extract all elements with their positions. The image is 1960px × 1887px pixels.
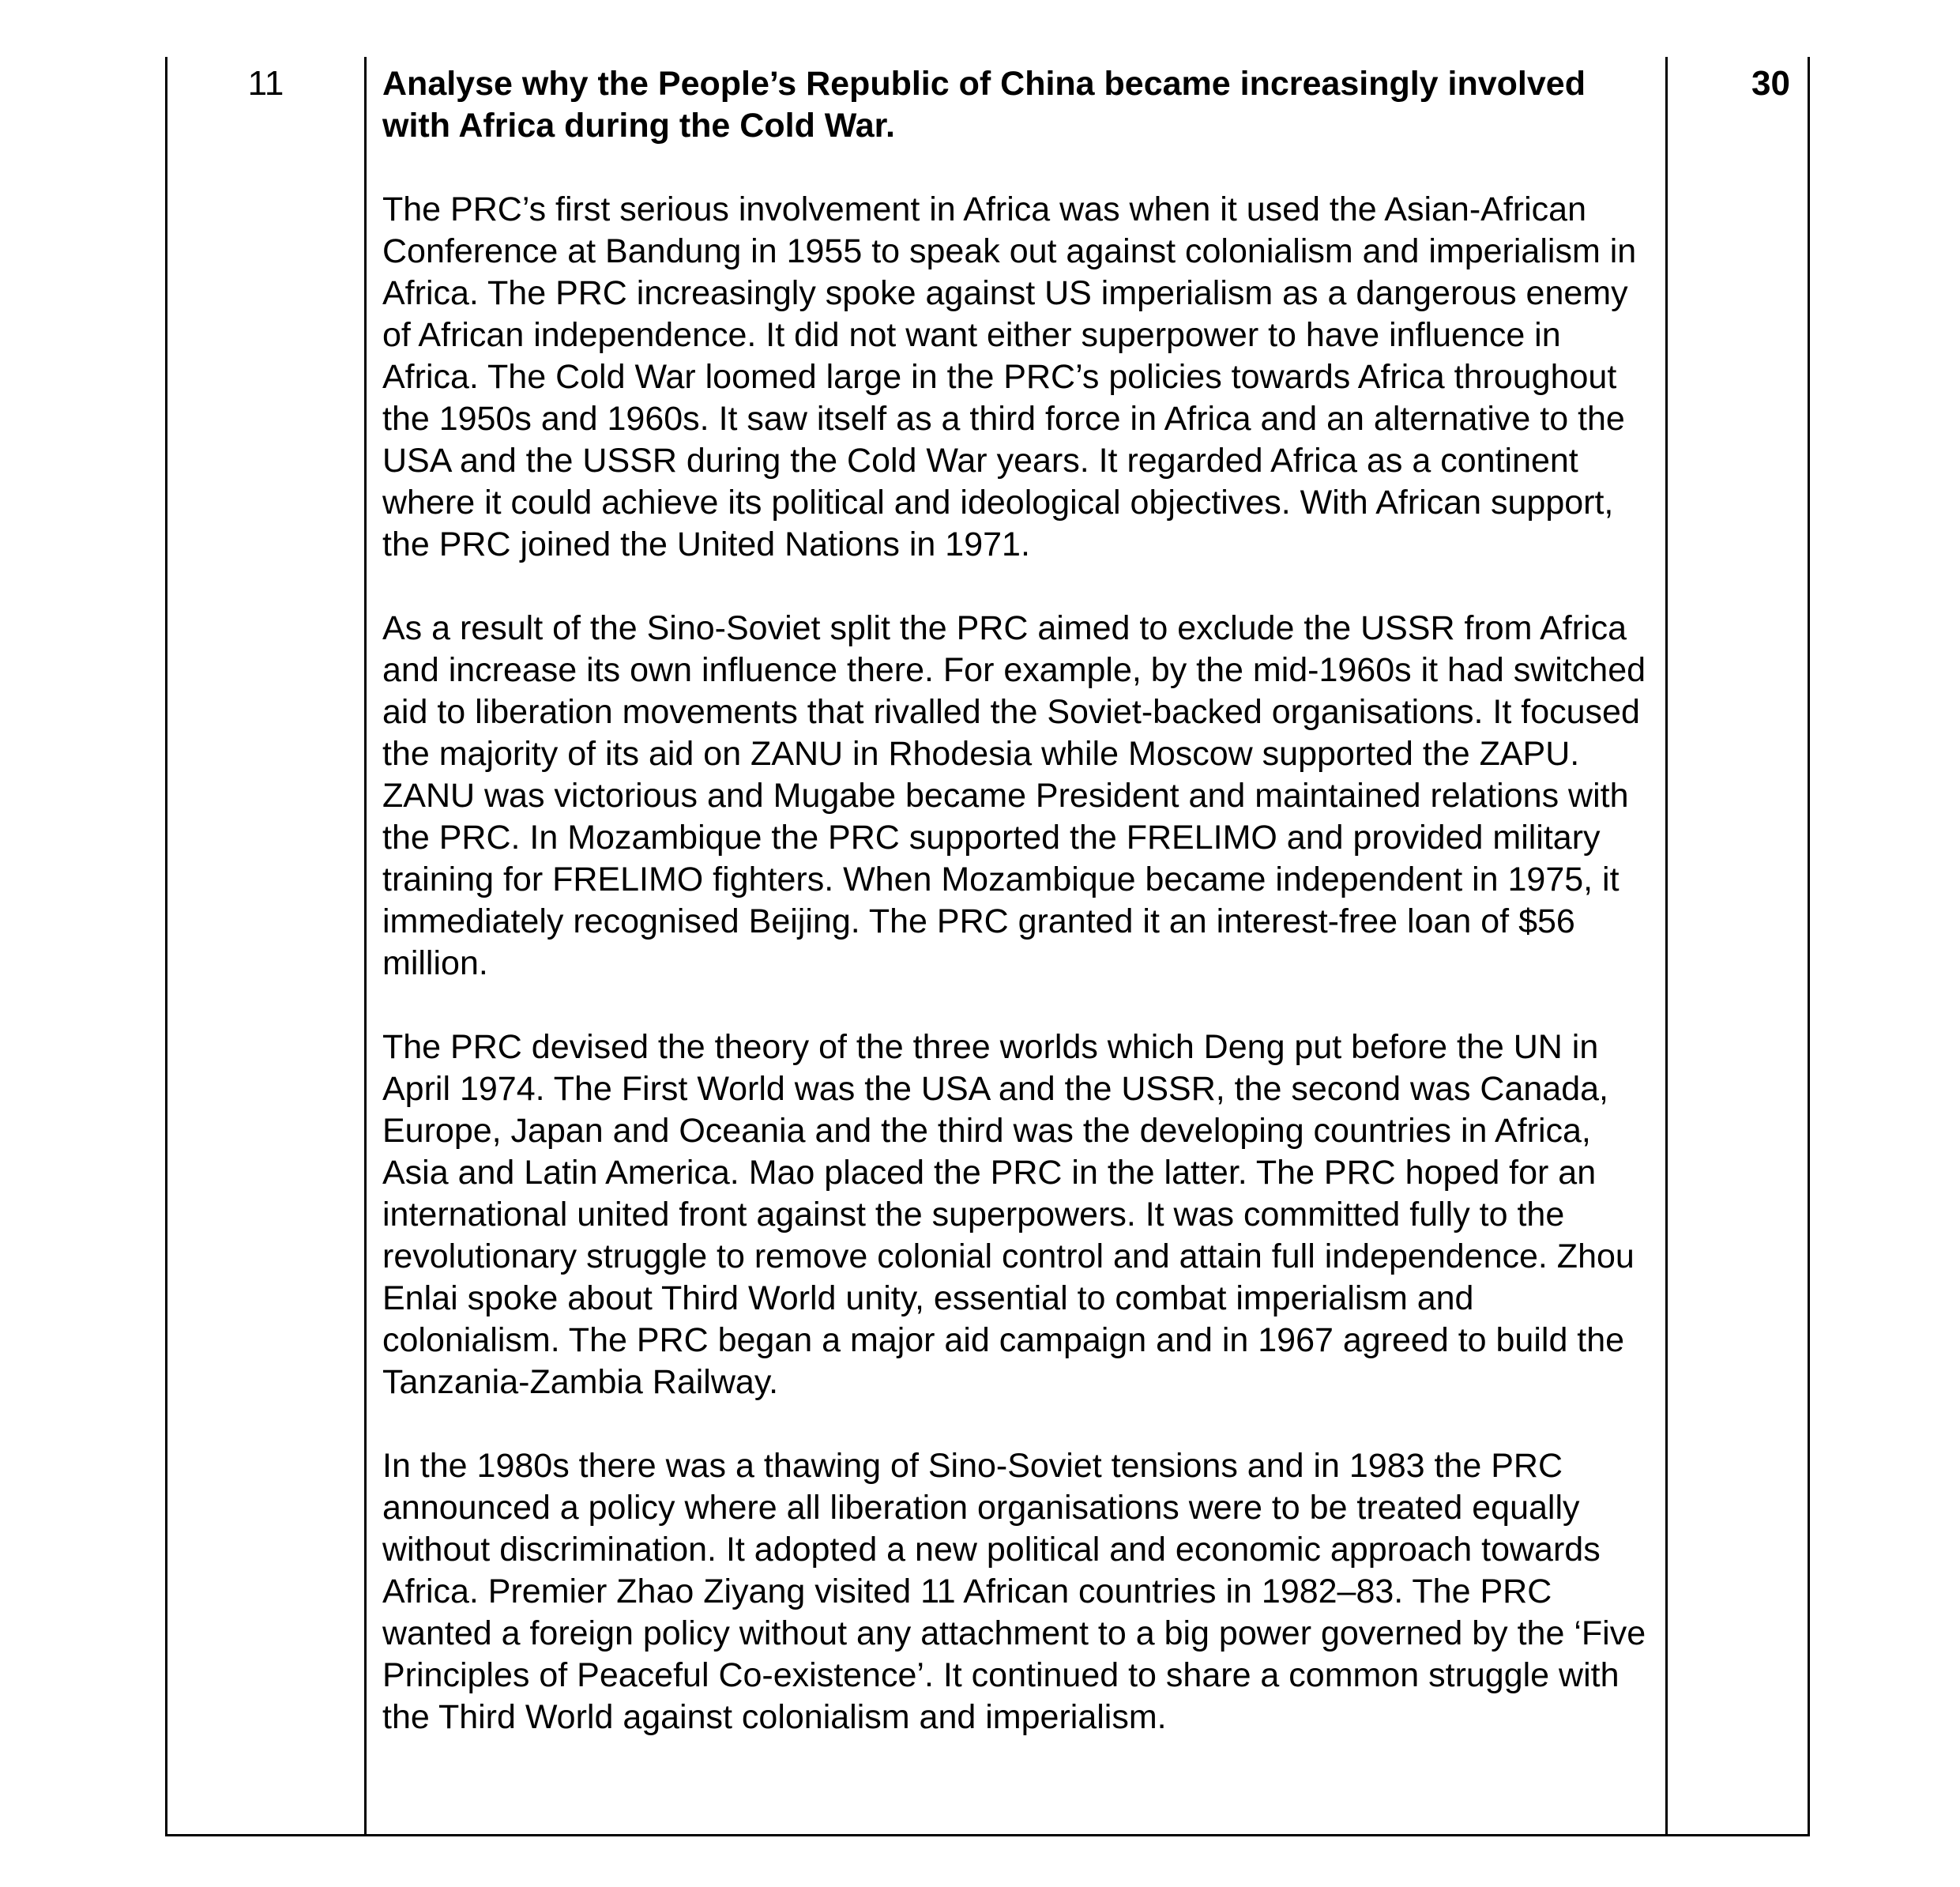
mark-scheme-table	[165, 57, 1810, 1836]
answer-cell	[382, 63, 1654, 1738]
answer-paragraph-1: The PRC’s first serious involvement in Africa was when it used the Asian-African Conference at Bandung in 1955 to speak out against colonialism and imperialism in Africa. The PRC increasingly spoke against US imperialism as a dangerous enemy of African independence. It did not want either superpower to have influence in Africa. The Cold War loomed large in the PRC’s policies towards Africa throughout the 1950s and 1960s. It saw itself as a third force in Africa and an alternative to the USA and the USSR during the Cold War years. It regarded Africa as a continent where it could achieve its political and ideological objectives. With African support, the PRC joined the United Nations in 1971.	[382, 190, 1637, 563]
question-marks: 30	[1751, 64, 1790, 103]
question-prompt: Analyse why the People’s Republic of China became increasingly involved with Africa during the Cold War.	[382, 65, 1586, 145]
answer-paragraph-4: In the 1980s there was a thawing of Sino-Soviet tensions and in 1983 the PRC announced a policy where all liberation organisations were to be treated equally without discrimination. It adopted a new political and economic approach towards Africa. Premier Zhao Ziyang visited 11 African countries in 1982–83. The PRC wanted a foreign policy without any attachment to a big power governed by the ‘Five Principles of Peaceful Co-existence’. It continued to share a common struggle with the Third World against colonialism and imperialism.	[382, 1447, 1646, 1736]
question-number: 11	[247, 64, 284, 103]
column-divider-right	[1665, 57, 1668, 1834]
column-divider-left	[364, 57, 367, 1834]
answer-paragraph-2: As a result of the Sino-Soviet split the PRC aimed to exclude the USSR from Africa and increase its own influence there. For example, by the mid-1960s it had switched aid to liberation movements that rivalled the Soviet-backed organisations. It focused the majority of its aid on ZANU in Rhodesia while Moscow supported the ZAPU. ZANU was victorious and Mugabe became President and maintained relations with the PRC. In Mozambique the PRC supported the FRELIMO and provided military training for FRELIMO fighters. When Mozambique became independent in 1975, it immediately recognised Beijing. The PRC granted it an interest-free loan of $56 million.	[382, 609, 1646, 982]
answer-paragraph-3: The PRC devised the theory of the three worlds which Deng put before the UN in April 1974. The First World was the USA and the USSR, the second was Canada, Europe, Japan and Oceania and the third was the developing countries in Africa, Asia and Latin America. Mao placed the PRC in the latter. The PRC hoped for an international united front against the superpowers. It was committed fully to the revolutionary struggle to remove colonial control and attain full independence. Zhou Enlai spoke about Third World unity, essential to combat imperialism and colonialism. The PRC began a major aid campaign and in 1967 agreed to build the Tanzania-Zambia Railway.	[382, 1028, 1635, 1401]
